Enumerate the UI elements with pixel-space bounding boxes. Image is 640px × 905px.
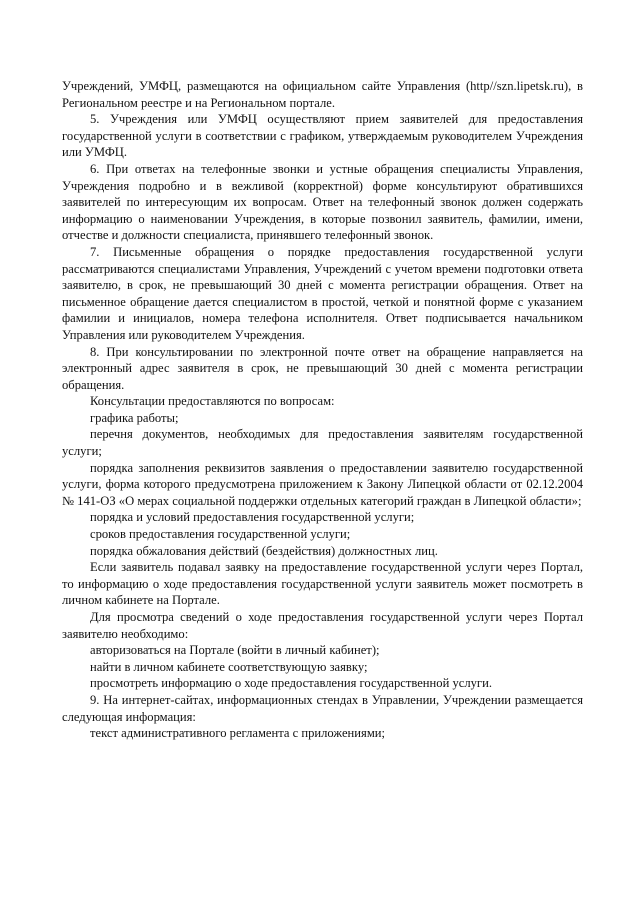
list-item-regulation-text: текст административного регламента с приложениями;	[90, 726, 386, 741]
list-item-view-status: просмотреть информацию о ходе предоставления государственной услуги.	[90, 676, 492, 691]
paragraph-consultation-topics: Консультации предоставляются по вопросам:	[90, 394, 335, 409]
list-item-appeal: порядка обжалования действий (бездействия) должностных лиц.	[90, 543, 438, 558]
paragraph-item-8: 8. При консультировании по электронной почте ответ на обращение направляется на электронный адрес заявителя в срок, не превышающий 30 дней с момента регистрации обращения.	[62, 344, 583, 392]
paragraph-intro-continuation: Учреждений, УМФЦ, размещаются на официальном сайте Управления (http//szn.lipetsk.ru), в Региональном реестре и на Региональном портале.	[62, 79, 583, 110]
paragraph-portal-steps-intro: Для просмотра сведений о ходе предоставления государственной услуги через Портал заявителю необходимо:	[62, 610, 583, 641]
paragraph-item-6: 6. При ответах на телефонные звонки и устные обращения специалисты Управления, Учреждения подробно и в вежливой (корректной) форме консультируют обратившихся заявителей по интересующим их вопросам. Ответ на телефонный звонок должен содержать информацию о наименовании Учреждения, в которые позвонил заявитель, фамилии, имени, отчестве и должности специалиста, принявшего телефонный звонок.	[62, 161, 583, 243]
paragraph-item-7: 7. Письменные обращения о порядке предоставления государственной услуги рассматриваются специалистами Управления, Учреждений с учетом времени подготовки ответа заявителю, в срок, не превышающий 30 дней с момента регистрации обращения. Ответ на письменное обращение дается специалистом в простой, четкой и понятной форме с указанием фамилии и инициалов, номера телефона исполнителя. Ответ подписывается начальником Управления или руководителем Учреждения.	[62, 244, 583, 342]
list-item-terms: сроков предоставления государственной услуги;	[90, 527, 351, 542]
paragraph-portal-status: Если заявитель подавал заявку на предоставление государственной услуги через Портал, то информацию о ходе предоставления государственной услуги заявитель может посмотреть в личном кабинете на Портале.	[62, 560, 583, 608]
list-item-application-form: порядка заполнения реквизитов заявления о предоставлении заявителю государственной услуги, форма которого предусмотрена приложением к Закону Липецкой области от 02.12.2004 № 141-ОЗ «О мерах социальной поддержки отдельных категорий граждан в Липецкой области»;	[62, 460, 583, 508]
list-item-authorize: авторизоваться на Портале (войти в личный кабинет);	[90, 643, 380, 658]
document-page	[62, 78, 583, 742]
list-item-conditions: порядка и условий предоставления государственной услуги;	[90, 510, 415, 525]
list-item-schedule: графика работы;	[90, 410, 179, 425]
list-item-documents: перечня документов, необходимых для предоставления заявителям государственной услуги;	[62, 427, 583, 459]
list-item-find-request: найти в личном кабинете соответствующую заявку;	[90, 659, 368, 674]
paragraph-item-5: 5. Учреждения или УМФЦ осуществляют прием заявителей для предоставления государственной услуги в соответствии с графиком, утверждаемым руководителем Учреждения или УМФЦ.	[62, 112, 583, 160]
paragraph-item-9: 9. На интернет-сайтах, информационных стендах в Управлении, Учреждении размещается следующая информация:	[62, 692, 583, 724]
